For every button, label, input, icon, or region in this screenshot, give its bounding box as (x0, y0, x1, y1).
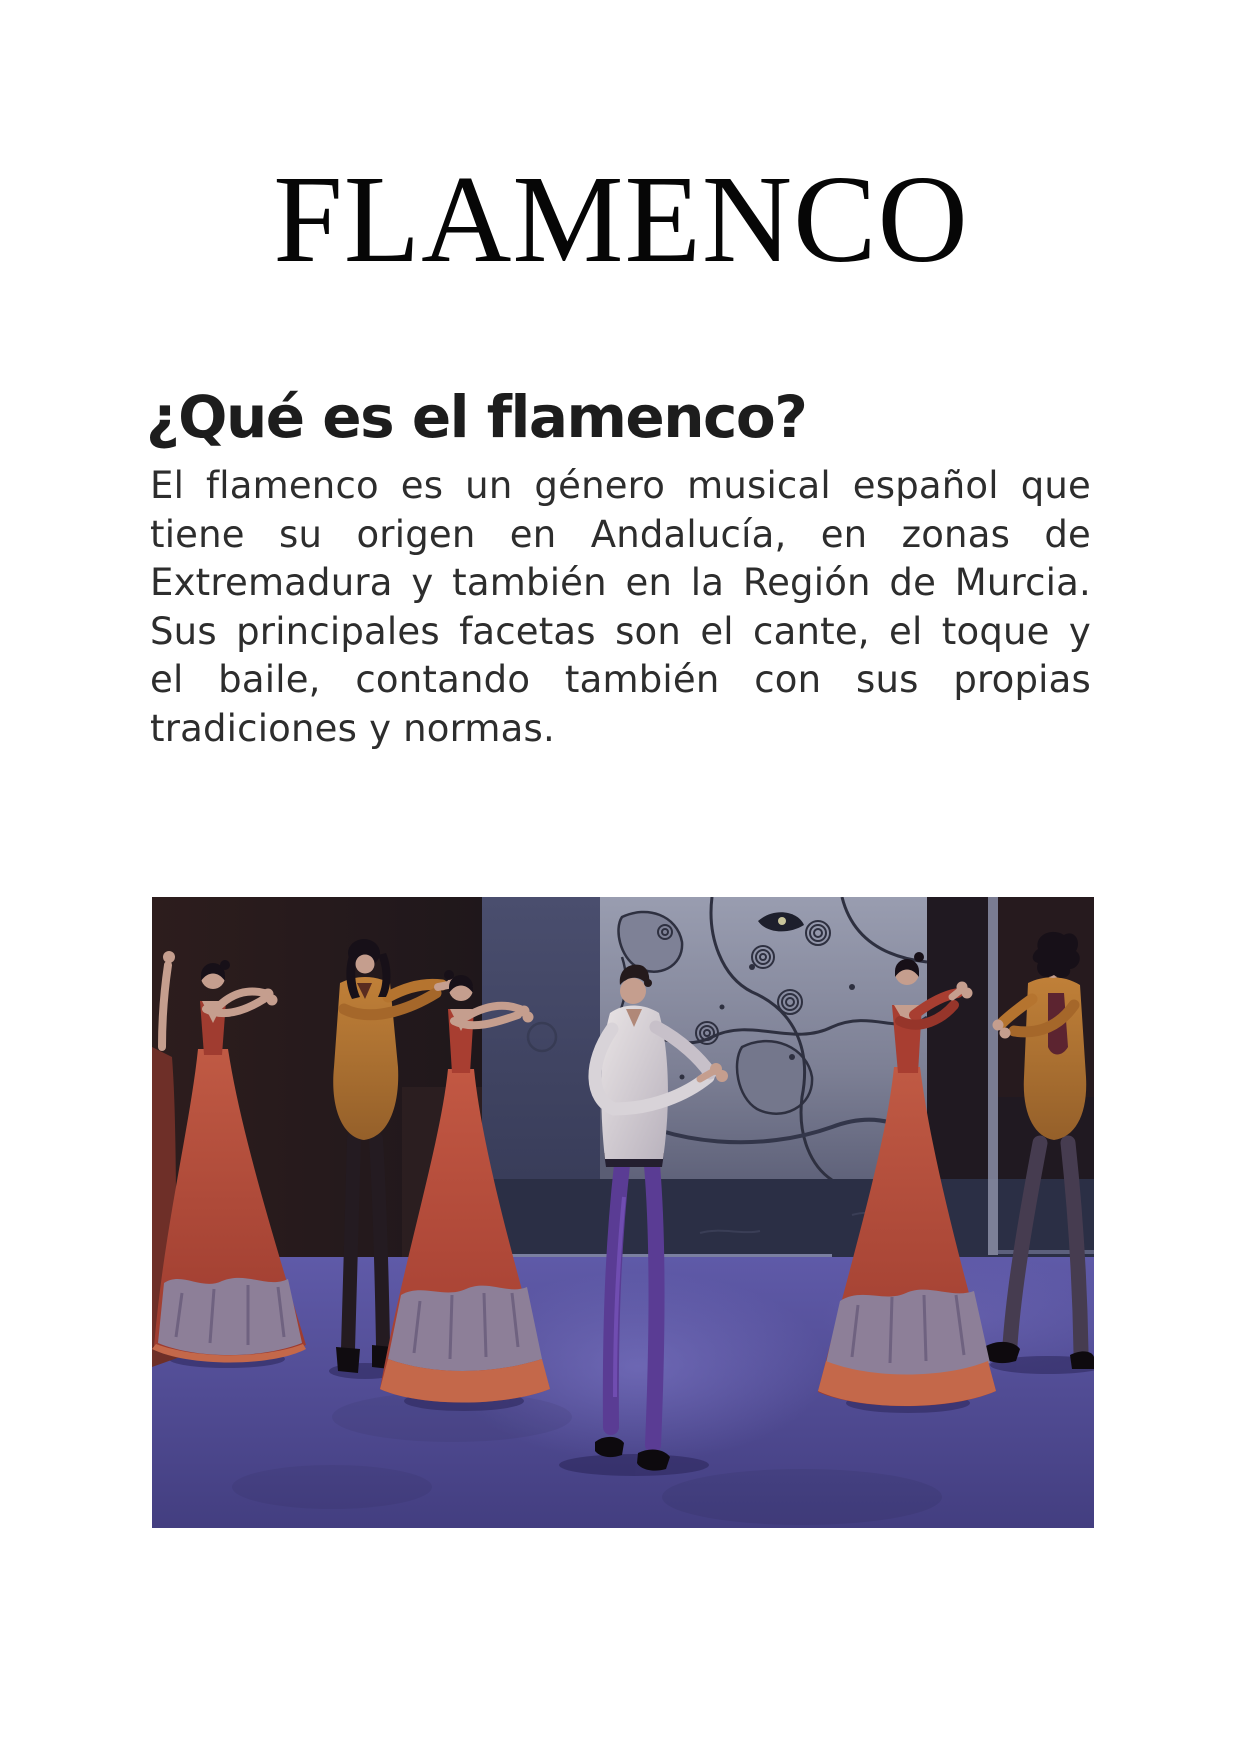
flamenco-dancers-photo (152, 897, 1094, 1528)
paragraph-line: Sus principales facetas son el cante, el toque y (150, 609, 1091, 653)
paragraph-line: el baile, contando también con sus propias (150, 658, 1091, 701)
paragraph-line: tiene su origen en Andalucía, en zonas de (150, 512, 1091, 556)
page-title: FLAMENCO (273, 151, 969, 289)
section-heading: ¿Qué es el flamenco? (146, 383, 807, 451)
paragraph-line: Extremadura y también en la Región de Murcia. (150, 561, 1091, 604)
section-paragraph (150, 462, 1091, 753)
stage-pole (988, 897, 998, 1255)
stage-photo-illustration (152, 897, 1094, 1528)
paragraph-line: tradiciones y normas. (150, 706, 555, 750)
paragraph-line: El flamenco es un género musical español que (150, 464, 1091, 507)
